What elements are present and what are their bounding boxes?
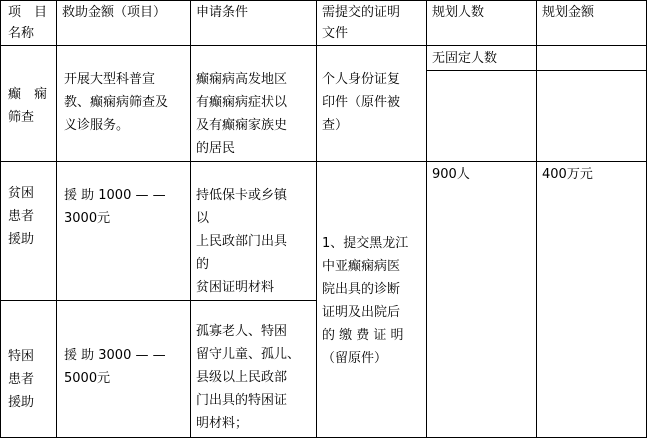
row1-documents: 个人身份证复 印件（原件被 查） [322, 72, 401, 133]
header-amount: 救助金额（项目） [62, 5, 167, 20]
row2-conditions: 持低保卡或乡镇 以 上民政部门出具 的 贫困证明材料 [196, 188, 288, 295]
header-conditions: 申请条件 [196, 5, 249, 20]
header-planned-people: 规划人数 [432, 5, 485, 20]
row3-conditions: 孤寡老人、特困 留守儿童、孤儿、 县级以上民政部 门出具的特困证 明材料； [196, 324, 301, 431]
row3-amount: 援 助 3000 — — 5000元 [64, 348, 166, 386]
row-divider-2 [0, 300, 317, 301]
row1-conditions: 癫痫病高发地区 有癫痫病症状以 及有癫痫家族史 的居民 [196, 72, 288, 156]
row2-documents: 1、提交黑龙江 中亚癫痫病医 院出具的诊断 证明及出院后 的 缴 费 证 明 （留原件） [322, 236, 409, 366]
table-border-top [0, 0, 647, 1]
row1-planned-people: 无固定人数 [432, 51, 498, 66]
col-divider-3 [316, 0, 317, 438]
header-documents: 需提交的证明 文件 [322, 5, 401, 41]
row1-project: 癫 痫 筛查 [8, 87, 48, 125]
row2-planned-amount: 400万元 [542, 167, 593, 182]
col-divider-1 [56, 0, 57, 438]
col-divider-4 [426, 0, 427, 438]
row2-planned-people: 900人 [432, 167, 470, 182]
row3-project: 特困 患者 援助 [8, 349, 35, 410]
col-divider-5 [536, 0, 537, 438]
row2-amount: 援 助 1000 — — 3000元 [64, 188, 166, 226]
header-divider [0, 45, 647, 46]
header-planned-amount: 规划金额 [542, 5, 595, 20]
header-project: 项 目 名称 [8, 5, 48, 41]
row-divider-1 [0, 161, 647, 162]
row1-amount: 开展大型科普宣 教、癫痫病筛查及 义诊服务。 [64, 72, 169, 133]
row2-project: 贫困 患者 援助 [8, 186, 35, 247]
col-divider-2 [190, 0, 191, 438]
table-border-left [0, 0, 1, 438]
